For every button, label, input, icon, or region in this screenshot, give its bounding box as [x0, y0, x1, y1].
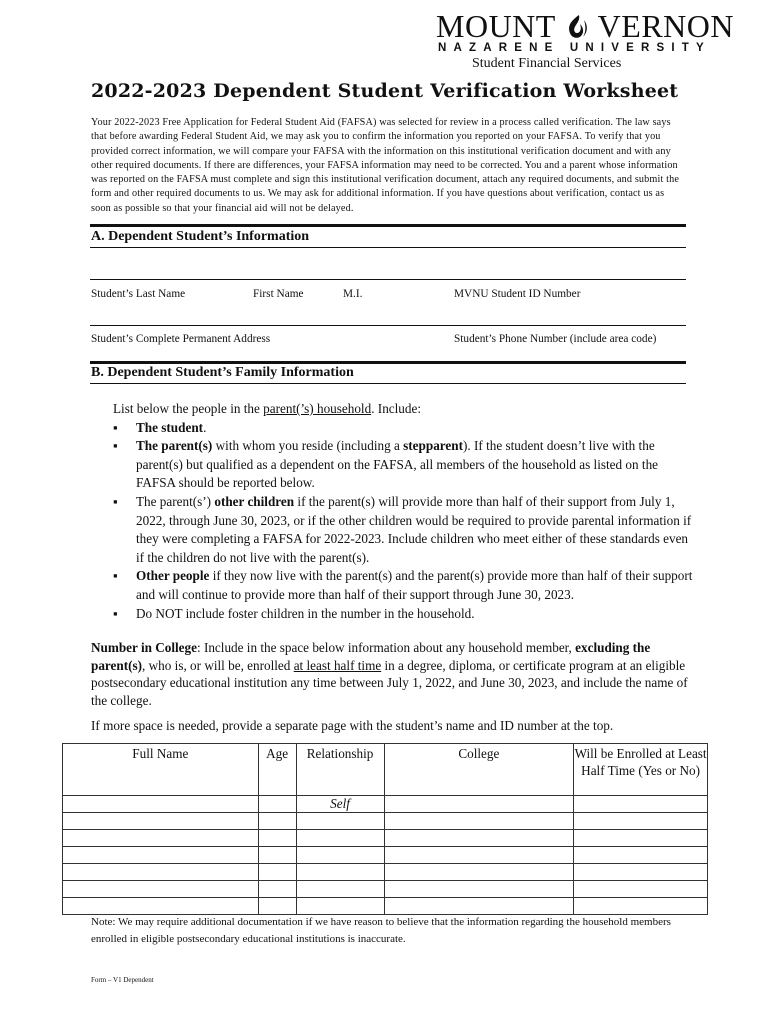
col-relationship: Relationship	[296, 744, 384, 796]
cell-input[interactable]	[384, 898, 574, 915]
list-item: ▪ The student.	[113, 419, 207, 435]
cell-input[interactable]	[296, 847, 384, 864]
documentation-note: Note: We may require additional documentation if we have reason to believe that the information regarding the household members enrolled in eligible postsecondary educational institutions is inaccurate.	[91, 916, 671, 945]
cell-input[interactable]	[384, 796, 574, 813]
address-label: Student’s Complete Permanent Address	[91, 333, 271, 345]
logo-subtitle: NAZARENE UNIVERSITY	[438, 42, 711, 54]
logo-word-mount: MOUNT	[436, 8, 556, 44]
cell-input[interactable]	[258, 796, 296, 813]
table-header-row	[63, 744, 708, 796]
list-intro: List below the people in the parent(’s) household. Include:	[113, 401, 422, 416]
intro-paragraph: Your 2022-2023 Free Application for Federal Student Aid (FAFSA) was selected for review in a process called verification. The law says that before awarding Federal Student Aid, we may ask you to confirm the information you reported on your FAFSA. To verify that you provided correct information, we will compare your FAFSA with the information on this institutional verification document and with any other required documents. If there are differences, your FAFSA information may need to be corrected. You and a parent whose information was reported on the FAFSA must complete and sign this institutional verification document, attach any required documents, and submit the form and other required documents to us. We may ask for additional information. If you have questions about verification, contact us as soon as possible so that your financial aid will not be delayed.	[91, 117, 680, 214]
cell-input[interactable]	[574, 847, 708, 864]
table-row	[63, 898, 708, 915]
cell-input[interactable]	[63, 881, 259, 898]
cell-input[interactable]	[63, 830, 259, 847]
cell-input[interactable]	[258, 898, 296, 915]
table-row	[63, 813, 708, 830]
form-version-footer: Form – V1 Dependent	[91, 976, 154, 984]
household-list	[113, 419, 693, 624]
flame-icon	[565, 14, 589, 40]
list-item: ▪ Do NOT include foster children in the number in the household.	[113, 605, 475, 621]
student-id-label: MVNU Student ID Number	[454, 288, 581, 300]
cell-input[interactable]	[574, 881, 708, 898]
cell-input[interactable]	[574, 796, 708, 813]
phone-label: Student’s Phone Number (include area code)	[454, 333, 657, 345]
section-b-top-rule	[90, 361, 686, 364]
section-a-top-rule	[90, 224, 686, 227]
more-space-note: If more space is needed, provide a separate page with the student’s name and ID number at the top.	[91, 718, 614, 733]
name-field-line[interactable]	[90, 279, 686, 280]
cell-input[interactable]	[258, 864, 296, 881]
cell-input[interactable]	[574, 813, 708, 830]
first-name-label: First Name	[253, 288, 304, 300]
col-full-name: Full Name	[63, 744, 259, 796]
cell-input[interactable]	[63, 796, 259, 813]
self-cell: Self	[296, 796, 384, 813]
cell-input[interactable]	[296, 881, 384, 898]
table-row	[63, 830, 708, 847]
cell-input[interactable]	[384, 813, 574, 830]
col-college: College	[384, 744, 574, 796]
page-title: 2022-2023 Dependent Student Verification Worksheet	[91, 80, 679, 102]
col-age: Age	[258, 744, 296, 796]
middle-initial-label: M.I.	[343, 288, 363, 300]
cell-input[interactable]	[258, 813, 296, 830]
cell-input[interactable]	[384, 847, 574, 864]
section-a-heading: A. Dependent Student’s Information	[91, 229, 310, 244]
list-item: ▪ Other people if they now live with the parent(s) and the parent(s) provide more than half of their support and will continue to provide more than half of their support through June 30, 2023.	[113, 568, 693, 602]
cell-input[interactable]	[258, 881, 296, 898]
university-logo	[436, 8, 734, 45]
cell-input[interactable]	[384, 864, 574, 881]
table-row	[63, 881, 708, 898]
last-name-label: Student’s Last Name	[91, 288, 186, 300]
number-in-college-paragraph: Number in College: Include in the space below information about any household member, excluding the parent(s), who is, or will be, enrolled at least half time in a degree, diploma, or certificate program at an eligible postsecondary educational institution any time between July 1, 2022, and June 30, 2023, and include the name of the college.	[91, 640, 688, 708]
section-a-bottom-rule	[90, 247, 686, 248]
household-instructions	[113, 400, 693, 623]
cell-input[interactable]	[296, 864, 384, 881]
section-b-bottom-rule	[90, 383, 686, 384]
cell-input[interactable]	[63, 864, 259, 881]
cell-input[interactable]	[296, 813, 384, 830]
table-row	[63, 796, 708, 813]
household-table	[62, 743, 708, 915]
cell-input[interactable]	[574, 898, 708, 915]
list-item: ▪ The parent(s’) other children if the parent(s) will provide more than half of their support from July 1, 2022, through June 30, 2023, or if the other children would be required to provide parental information if they were completing a FAFSA for 2022-2023. Include children who meet either of these standards even if the children do not live with the parent(s).	[113, 493, 692, 565]
cell-input[interactable]	[574, 864, 708, 881]
cell-input[interactable]	[63, 813, 259, 830]
cell-input[interactable]	[63, 898, 259, 915]
cell-input[interactable]	[384, 830, 574, 847]
cell-input[interactable]	[258, 830, 296, 847]
col-enrolled: Will be Enrolled at Least Half Time (Yes or No)	[574, 744, 708, 796]
cell-input[interactable]	[574, 830, 708, 847]
address-field-line[interactable]	[90, 325, 686, 326]
table-row	[63, 847, 708, 864]
cell-input[interactable]	[296, 830, 384, 847]
table-row	[63, 864, 708, 881]
list-item: ▪ The parent(s) with whom you reside (including a stepparent). If the student doesn’t live with the parent(s) but qualified as a dependent on the FAFSA, all members of the household as listed on the FAFSA should be reported below.	[113, 438, 659, 491]
cell-input[interactable]	[296, 898, 384, 915]
section-b-heading: B. Dependent Student’s Family Information	[91, 365, 354, 380]
department-name: Student Financial Services	[472, 56, 622, 71]
logo-word-vernon: VERNON	[597, 8, 734, 44]
cell-input[interactable]	[384, 881, 574, 898]
cell-input[interactable]	[258, 847, 296, 864]
cell-input[interactable]	[63, 847, 259, 864]
